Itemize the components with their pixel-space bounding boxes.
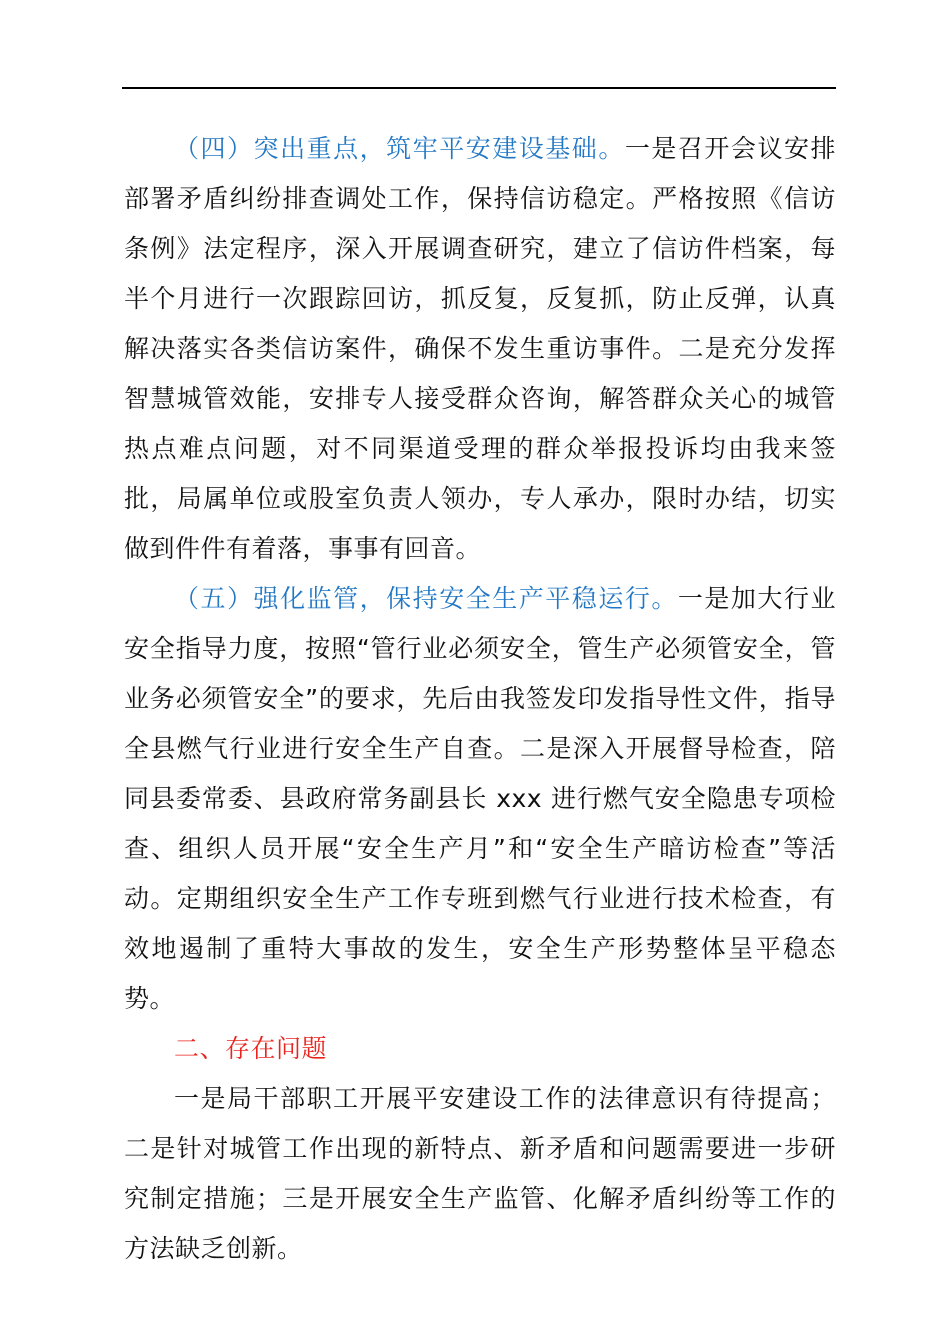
document-body	[124, 124, 836, 1274]
section-four-text: 一是召开会议安排部署矛盾纠纷排查调处工作，保持信访稳定。严格按照《信访条例》法定程序，深入开展调查研究，建立了信访件档案，每半个月进行一次跟踪回访，抓反复，反复抓，防止反弹，认真解决落实各类信访案件，确保不发生重访事件。二是充分发挥智慧城管效能，安排专人接受群众咨询，解答群众关心的城管热点难点问题，对不同渠道受理的群众举报投诉均由我来签批，局属单位或股室负责人领办，专人承办，限时办结，切实做到件件有着落，事事有回音。	[124, 134, 836, 563]
section-four-paragraph	[124, 124, 836, 574]
problems-heading: 二、存在问题	[174, 1034, 328, 1063]
section-four-heading: （四）突出重点，筑牢平安建设基础。	[174, 134, 625, 163]
section-five-heading: （五）强化监管，保持安全生产平稳运行。	[174, 584, 678, 613]
section-five-text: 一是加大行业安全指导力度，按照“管行业必须安全，管生产必须管安全，管业务必须管安全”的要求，先后由我签发印发指导性文件，指导全县燃气行业进行安全生产自查。二是深入开展督导检查，陪同县委常委、县政府常务副县长 xxx 进行燃气安全隐患专项检查、组织人员开展“安全生产月”和“安全生产暗访检查”等活动。定期组织安全生产工作专班到燃气行业进行技术检查，有效地遏制了重特大事故的发生，安全生产形势整体呈平稳态势。	[124, 584, 836, 1013]
section-five-paragraph	[124, 574, 836, 1024]
problems-paragraph: 一是局干部职工开展平安建设工作的法律意识有待提高；二是针对城管工作出现的新特点、新矛盾和问题需要进一步研究制定措施；三是开展安全生产监管、化解矛盾纠纷等工作的方法缺乏创新。	[124, 1084, 836, 1263]
header-rule	[122, 87, 836, 89]
